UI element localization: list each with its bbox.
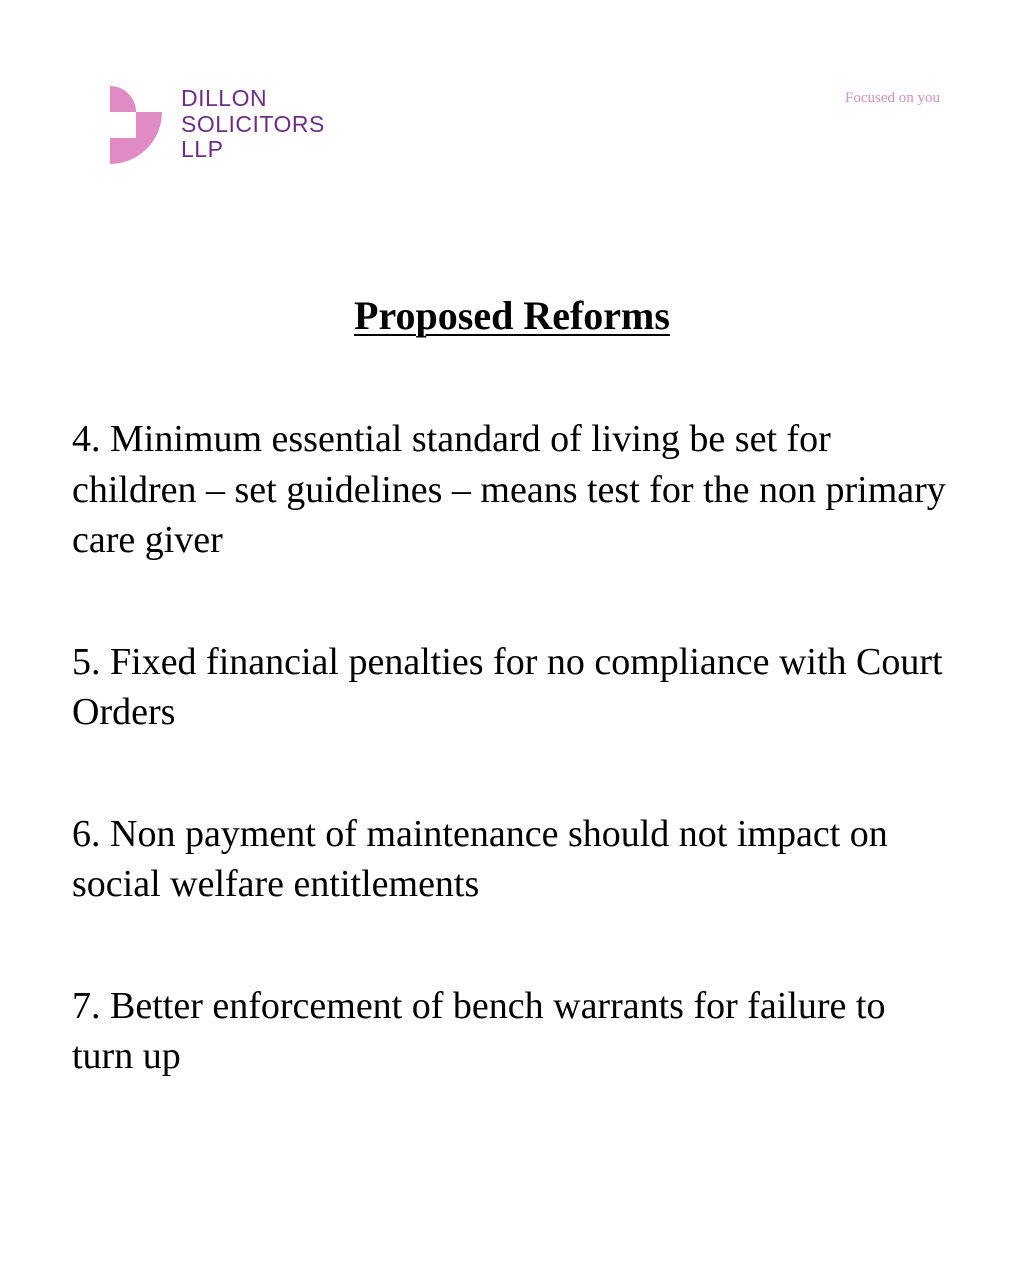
reform-item-4: 4. Minimum essential standard of living be set for children – set guidelines – means test for the non primary care giver (72, 418, 946, 561)
tagline: Focused on you (845, 90, 940, 106)
firm-logo (110, 86, 370, 166)
logo-wordmark (181, 86, 325, 163)
reform-item-5: 5. Fixed financial penalties for no compliance with Court Orders (72, 640, 943, 733)
logo-line-1: DILLON (181, 85, 268, 111)
logo-line-2: SOLICITORS (181, 110, 325, 137)
reform-list (72, 414, 952, 1153)
page-title: Proposed Reforms (354, 293, 670, 338)
reform-item-6: 6. Non payment of maintenance should not impact on social welfare entitlements (72, 812, 888, 905)
logo-line-3: LLP (181, 136, 224, 162)
logo-mark-icon (110, 86, 166, 164)
reform-item-7: 7. Better enforcement of bench warrants for failure to turn up (72, 984, 886, 1077)
